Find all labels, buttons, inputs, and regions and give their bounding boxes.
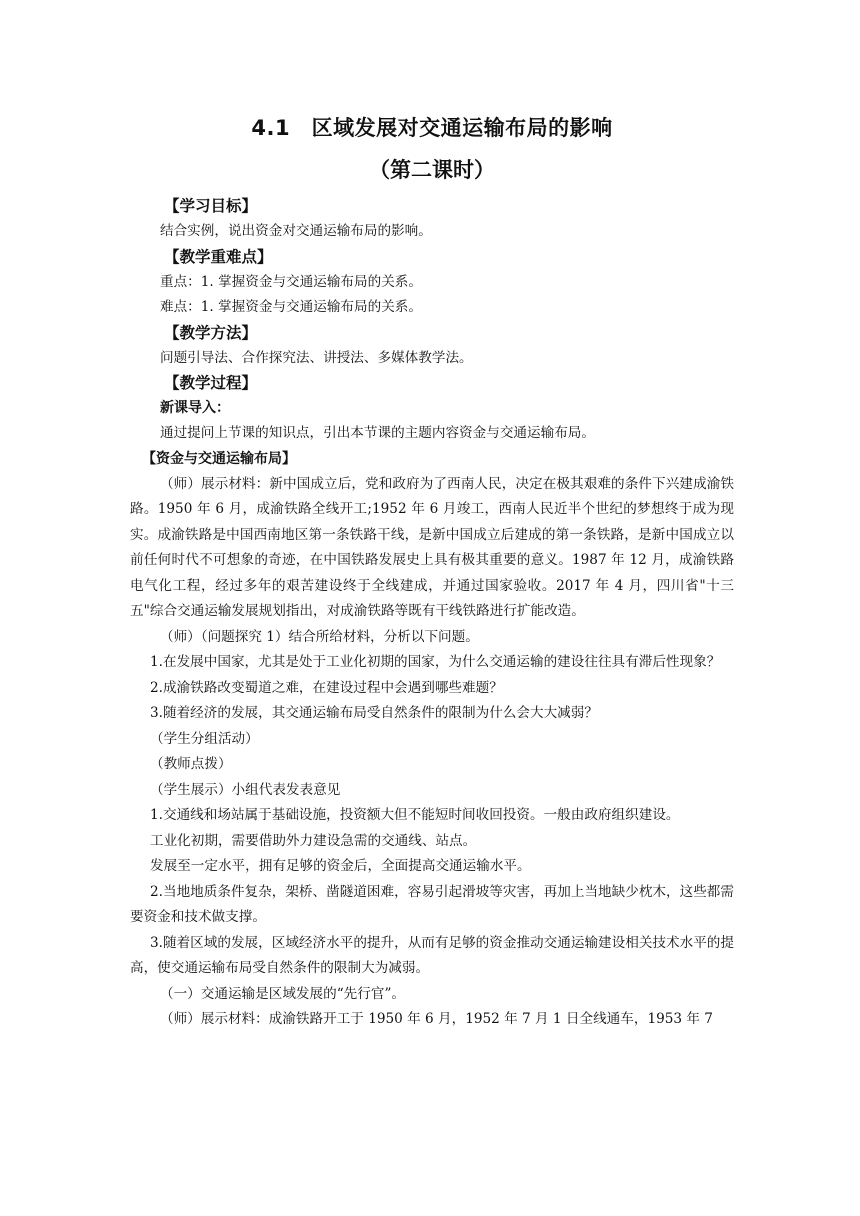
difficult-point-text: 难点：1. 掌握资金与交通运输布局的关系。: [160, 299, 422, 315]
question-3: 3.随着经济的发展，其交通运输布局受自然条件的限制为什么会大大减弱？: [150, 705, 598, 721]
question-2: 2.成渝铁路改变蜀道之难，在建设过程中会遇到哪些难题？: [150, 679, 503, 696]
answer-1-line-3: 发展至一定水平，拥有足够的资金后，全面提高交通运输水平。: [150, 858, 531, 874]
goal-text: 结合实例，说出资金对交通运输布局的影响。: [160, 223, 432, 239]
answer-1-line-2: 工业化初期，需要借助外力建设急需的交通线、站点。: [150, 832, 477, 849]
material-paragraph-1: （师）展示材料：新中国成立后，党和政府为了西南人民，决定在极其艰难的条件下兴建成渝铁路。1950 年 6 月，成渝铁路全线开工;1952 年 6 月竣工，西南人民近半个世纪的梦想终于成为现实。成渝铁路是中国西南地区第一条铁路干线，是新中国成立后建成的第一条铁路，是新中国成立以前任何时代不可想象的奇迹，在中国铁路发展史上具有极其重要的意义。1987 年 12 月，成渝铁路电气化工程，经过多年的艰苦建设终于全线建成，并通过国家验收。2017 年 4 月，四川省"十三五"综合交通运输发展规划指出，对成渝铁路等既有干线铁路进行扩能改造。: [130, 475, 734, 619]
inquiry-paragraph: （师）（问题探究 1）结合所给材料，分析以下问题。: [160, 628, 479, 645]
answer-3: 3.随着区域的发展，区域经济水平的提升，从而有足够的资金推动交通运输建设相关技术水平的提高，使交通运输布局受自然条件的限制大为减弱。: [130, 934, 734, 976]
page-title: 4.1 区域发展对交通运输布局的影响: [251, 116, 613, 140]
question-1: 1.在发展中国家，尤其是处于工业化初期的国家，为什么交通运输的建设往往具有滞后性现象？: [150, 654, 721, 670]
point-1: （一）交通运输是区域发展的“先行官”。: [160, 985, 405, 1002]
key-point-text: 重点：1. 掌握资金与交通运输布局的关系。: [160, 273, 422, 290]
section-heading-process: 【教学过程】: [164, 374, 258, 392]
intro-text: 通过提问上节课的知识点，引出本节课的主题内容资金与交通运输布局。: [160, 425, 595, 441]
answer-2: 2.当地地质条件复杂，架桥、凿隧道困难，容易引起滑坡等灾害，再加上当地缺少枕木，这些都需要资金和技术做支撑。: [130, 883, 734, 925]
activity-group: （学生分组活动）: [150, 730, 259, 747]
activity-student: （学生展示）小组代表发表意见: [150, 781, 341, 798]
intro-label: 新课导入：: [160, 400, 230, 416]
section-heading-fund: 【资金与交通运输布局】: [142, 450, 296, 467]
activity-teacher: （教师点拨）: [150, 756, 232, 772]
section-heading-goal: 【学习目标】: [164, 197, 258, 215]
section-heading-key: 【教学重难点】: [164, 247, 273, 266]
page-subtitle: （第二课时）: [369, 158, 495, 182]
document-body: [130, 110, 734, 1033]
material-paragraph-2: （师）展示材料：成渝铁路开工于 1950 年 6 月，1952 年 7 月 1 日全线通车，1953 年 7: [160, 1011, 713, 1027]
section-heading-method: 【教学方法】: [164, 323, 258, 342]
method-text: 问题引导法、合作探究法、讲授法、多媒体教学法。: [160, 349, 473, 366]
answer-1-line-1: 1.交通线和场站属于基础设施，投资额大但不能短时间收回投资。一般由政府组织建设。: [150, 807, 680, 823]
